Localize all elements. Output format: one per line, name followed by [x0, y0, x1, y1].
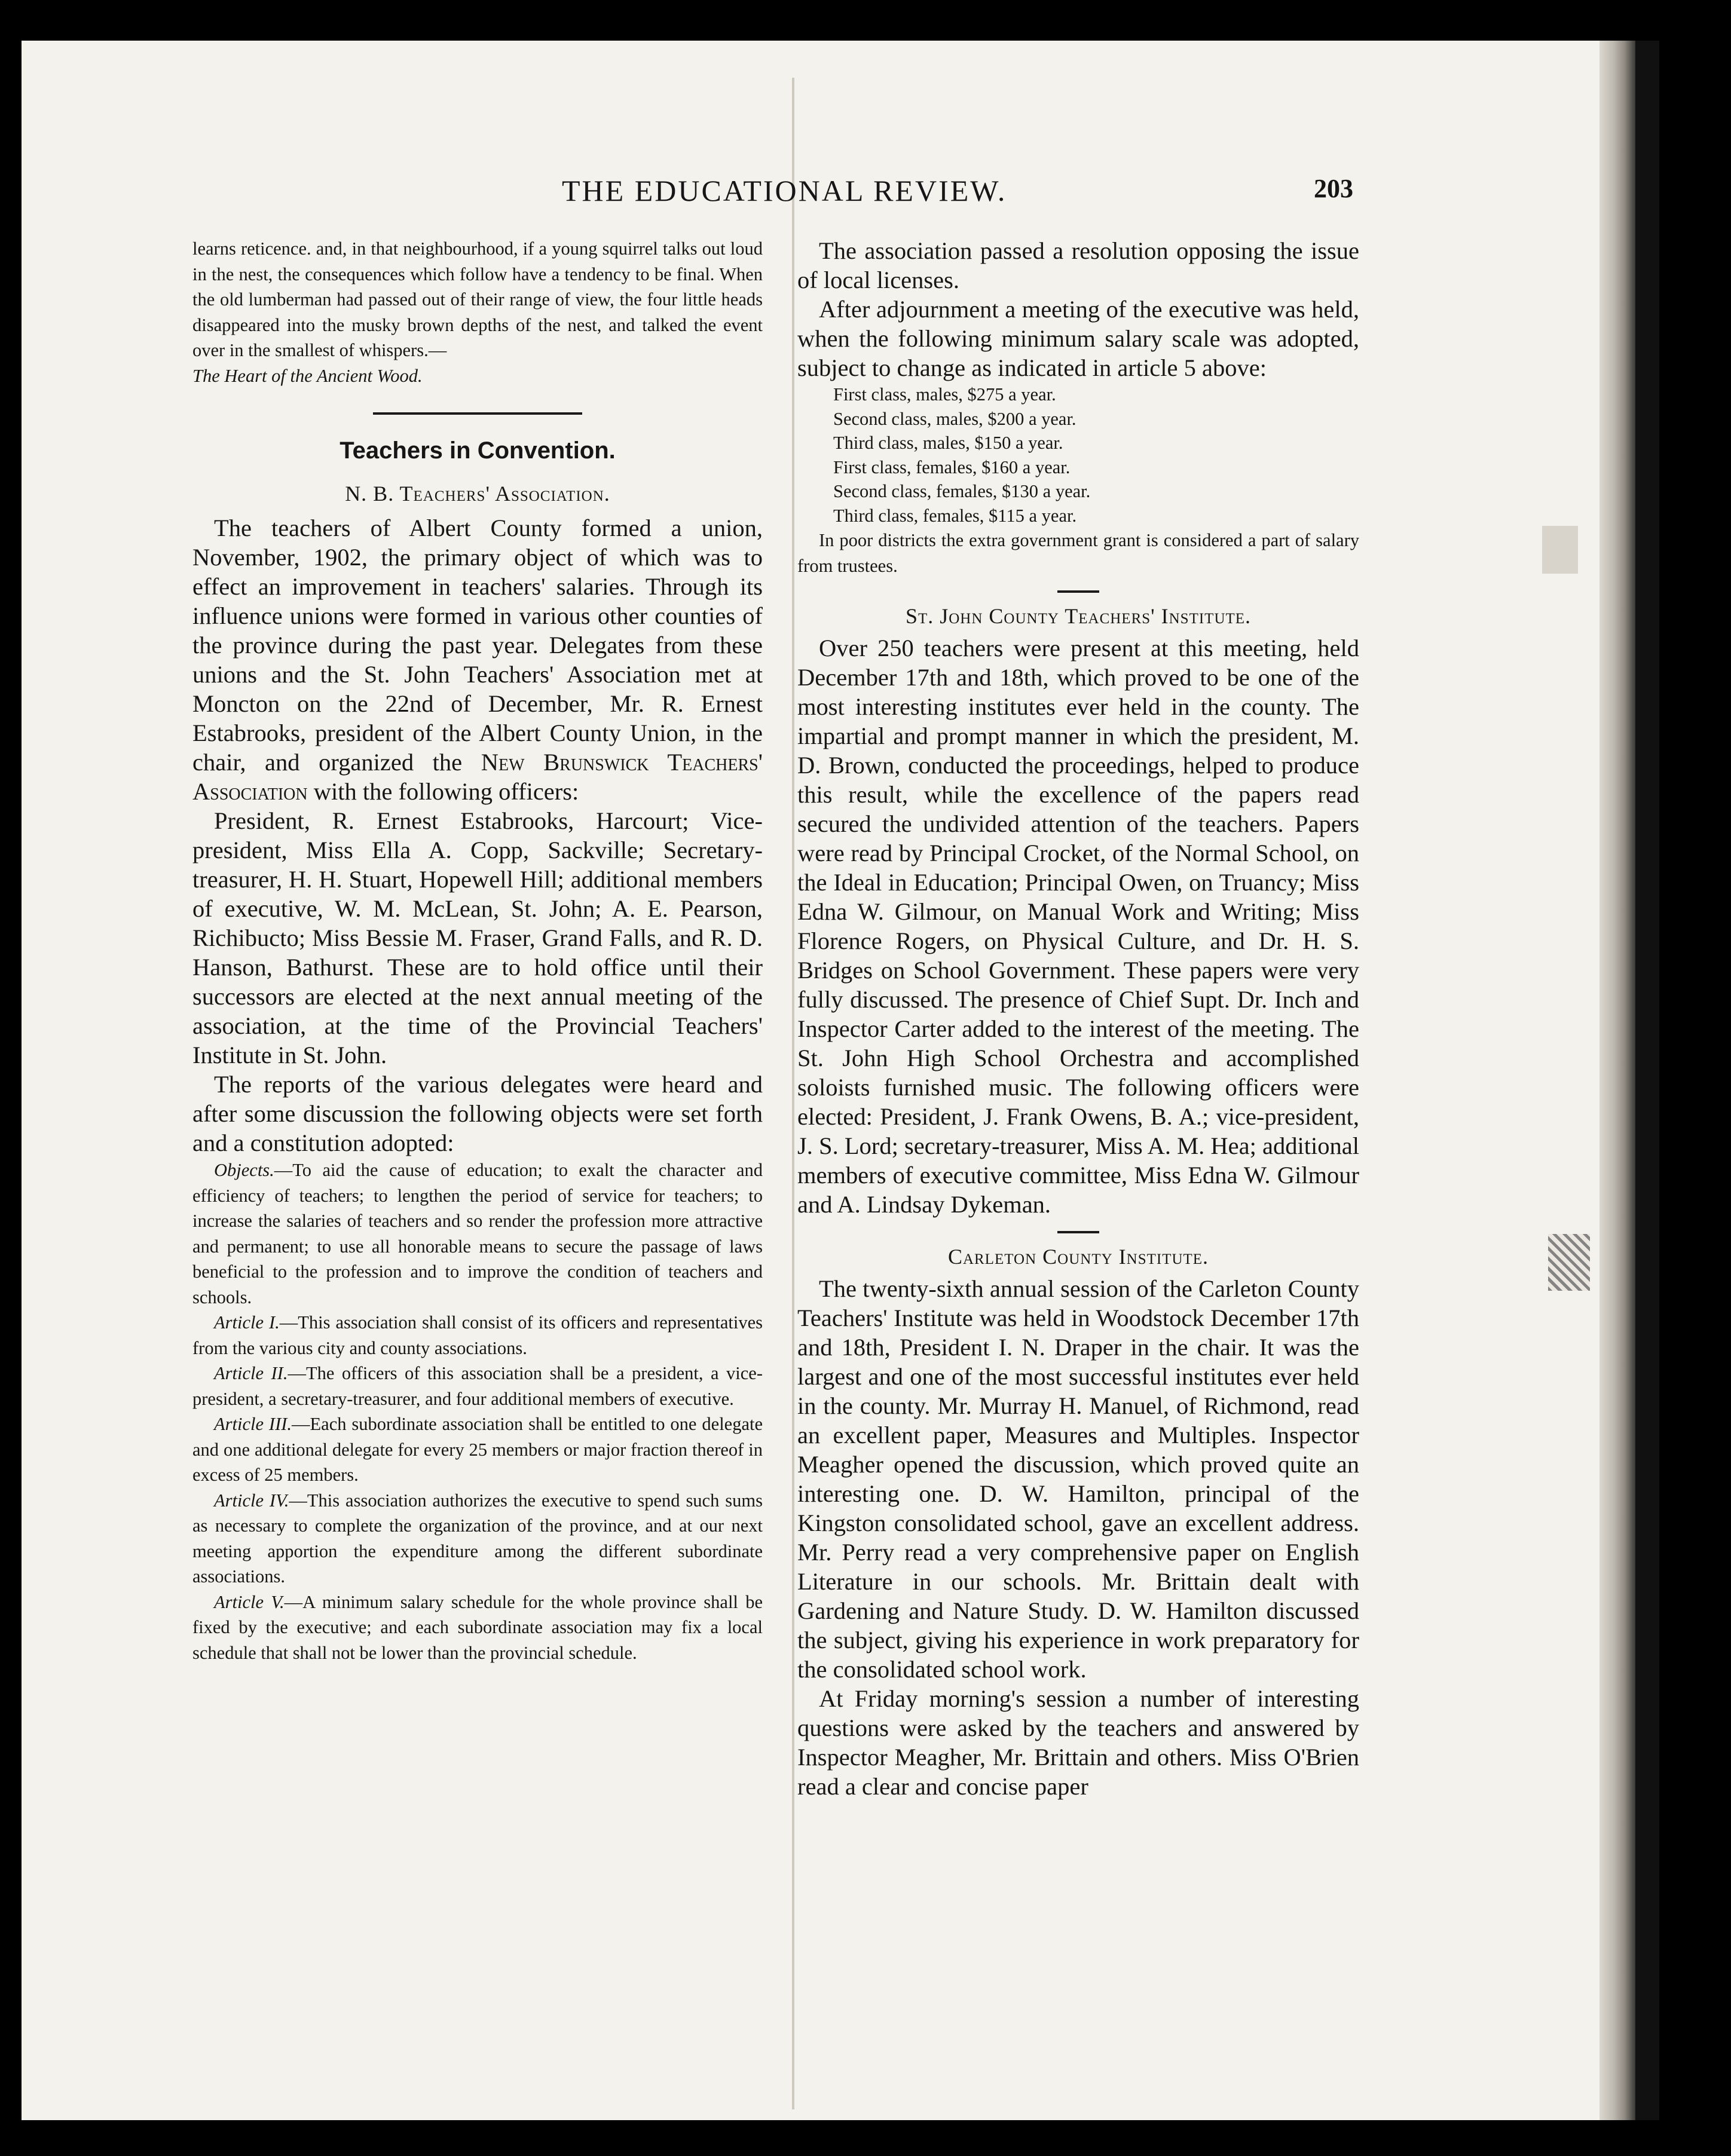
body-paragraph: At Friday morning's session a number of interesting questions were asked by the teachers and answered by Inspector Meagher, Mr. Brittain and others. Miss O'Brien read a clear and concise paper	[797, 1685, 1359, 1800]
salary-item: Second class, males, $200 a year.	[833, 408, 1076, 429]
section-rule	[373, 412, 582, 415]
salary-item: Second class, females, $130 a year.	[833, 481, 1091, 501]
salary-scale-list	[797, 382, 1359, 528]
article-text: —A minimum salary schedule for the whole province shall be fixed by the executive; and each subordinate association may fix a local schedule that shall not be lower than the provincial schedule.	[192, 1591, 763, 1663]
body-paragraph: After adjournment a meeting of the executive was held, when the following minimum salary scale was adopted, subject to change as indicated in article 5 above:	[797, 296, 1359, 381]
article-text: —This association shall consist of its officers and representatives from the various city and county associations.	[192, 1312, 763, 1358]
constitution-article	[192, 1310, 763, 1361]
constitution-article	[192, 1590, 763, 1666]
section-rule	[1057, 1231, 1099, 1233]
body-paragraph: The reports of the various delegates were heard and after some discussion the following objects were set forth and a constitution adopted:	[192, 1071, 763, 1156]
salary-item: First class, females, $160 a year.	[833, 457, 1071, 477]
article-text: —Each subordinate association shall be entitled to one delegate and one additional delegate for every 25 members or major fraction thereof in excess of 25 members.	[192, 1414, 763, 1485]
body-paragraph: The twenty-sixth annual session of the Carleton County Teachers' Institute was held in Woodstock December 17th and 18th, President I. N. Draper in the chair. It was the largest and one of the most successful institutes ever held in the county. Mr. Murray H. Manuel, of Richmond, read an excellent paper, Measures and Multiples. Inspector Meagher opened the discussion, which proved quite an interesting one. D. W. Hamilton, principal of the Kingston consolidated school, gave an excellent address. Mr. Perry read a very comprehensive paper on English Literature in our schools. Mr. Brittain dealt with Gardening and Nature Study. D. W. Hamilton discussed the subject, giving his experience in work preparatory for the consolidated school work.	[797, 1275, 1359, 1683]
salary-item: First class, males, $275 a year.	[833, 384, 1056, 405]
binding-shadow	[1635, 41, 1659, 2120]
constitution-article	[192, 1488, 763, 1590]
paragraph-text: with the following officers:	[313, 778, 579, 805]
article-headline: Teachers in Convention.	[340, 437, 616, 464]
paragraph-text: The teachers of Albert County formed a union, November, 1902, the primary object of which was to effect an improvement in teachers' salaries. Through its influence unions were formed in various other counties of the province during the past year. Delegates from these unions and the St. John Teachers' Association met at Moncton on the 22nd of December, Mr. R. Ernest Estabrooks, president of the Albert County Union, in the chair, and organized the	[192, 514, 763, 776]
scan-smudge	[1548, 1234, 1590, 1291]
article-text: —The officers of this association shall be a president, a vice-president, a secretary-treasurer, and four additional members of executive.	[192, 1363, 763, 1409]
article-label: Article II.	[214, 1363, 288, 1383]
body-paragraph: The association passed a resolution opposing the issue of local licenses.	[797, 237, 1359, 293]
salary-note: In poor districts the extra government grant is considered a part of salary from trustees.	[797, 530, 1359, 576]
article-label: Article I.	[214, 1312, 280, 1333]
article-text: —This association authorizes the executive to spend such sums as necessary to complete the organization of the province, and at our next meeting apportion the expenditure among the different subordinate associations.	[192, 1490, 763, 1587]
officers-paragraph: President, R. Ernest Estabrooks, Harcourt; Vice-president, Miss Ella A. Copp, Sackville; Secretary-treasurer, H. H. Stuart, Hopewell Hill; additional members of executive, W. M. McLean, St. John; A. E. Pearson, Richibucto; Miss Bessie M. Fraser, Grand Falls, and R. D. Hanson, Bathurst. These are to hold office until their successors are elected at the next annual meeting of the association, at the time of the Provincial Teachers' Institute in St. John.	[192, 807, 763, 1068]
running-header: THE EDUCATIONAL REVIEW.	[562, 174, 1007, 207]
left-column	[192, 236, 763, 1665]
salary-item: Third class, males, $150 a year.	[833, 433, 1063, 453]
organization-name: New Brunswick Teachers' Association	[192, 749, 763, 805]
article-label: Article IV.	[214, 1490, 289, 1511]
article-text: —To aid the cause of education; to exalt the character and efficiency of teachers; to lengthen the period of service for teachers; to increase the salaries of teachers and so render the profession more attractive and permanent; to use all honorable means to secure the passage of laws beneficial to the profession and to improve the condition of teachers and schools.	[192, 1160, 763, 1307]
right-column	[797, 236, 1359, 1801]
page-number: 203	[1314, 174, 1353, 203]
article-label: Article III.	[214, 1414, 292, 1434]
constitution-article	[192, 1411, 763, 1488]
intro-source: The Heart of the Ancient Wood.	[192, 365, 423, 386]
section-rule	[1057, 590, 1099, 593]
intro-paragraph: learns reticence. and, in that neighbourhood, if a young squirrel talks out loud in the nest, the consequences which follow have a tendency to be final. When the old lumberman had passed out of their range of view, the four little heads disappeared into the musky brown depths of the nest, and talked the event over in the smallest of whispers.—	[192, 238, 763, 360]
constitution-article	[192, 1361, 763, 1411]
section-title: N. B. Teachers' Association.	[345, 482, 610, 506]
section-title: Carleton County Institute.	[947, 1245, 1209, 1269]
column-gutter	[792, 78, 794, 2109]
article-label: Article V.	[214, 1591, 285, 1612]
scan-smudge	[1542, 526, 1578, 574]
constitution-article	[192, 1157, 763, 1310]
body-paragraph	[192, 513, 763, 806]
page-binding-edge	[1600, 41, 1635, 2120]
salary-item: Third class, females, $115 a year.	[833, 505, 1077, 526]
body-paragraph: Over 250 teachers were present at this meeting, held December 17th and 18th, which proved to be one of the most interesting institutes ever held in the county. The impartial and prompt manner in which the president, M. D. Brown, conducted the proceedings, helped to produce this result, while the excellence of the papers read secured the undivided attention of the teachers. Papers were read by Principal Crocket, of the Normal School, on the Ideal in Education; Principal Owen, on Truancy; Miss Edna W. Gilmour, on Manual Work and Writing; Miss Florence Rogers, on Physical Culture, and Dr. H. S. Bridges on School Government. These papers were very fully discussed. The presence of Chief Supt. Dr. Inch and Inspector Carter added to the interest of the meeting. The St. John High School Orchestra and accomplished soloists furnished music. The following officers were elected: President, J. Frank Owens, B. A.; vice-president, J. S. Lord; secretary-treasurer, Miss A. M. Hea; additional members of executive committee, Miss Edna W. Gilmour and A. Lindsay Dykeman.	[797, 635, 1359, 1218]
article-label: Objects.	[214, 1160, 274, 1180]
section-title: St. John County Teachers' Institute.	[905, 604, 1252, 628]
